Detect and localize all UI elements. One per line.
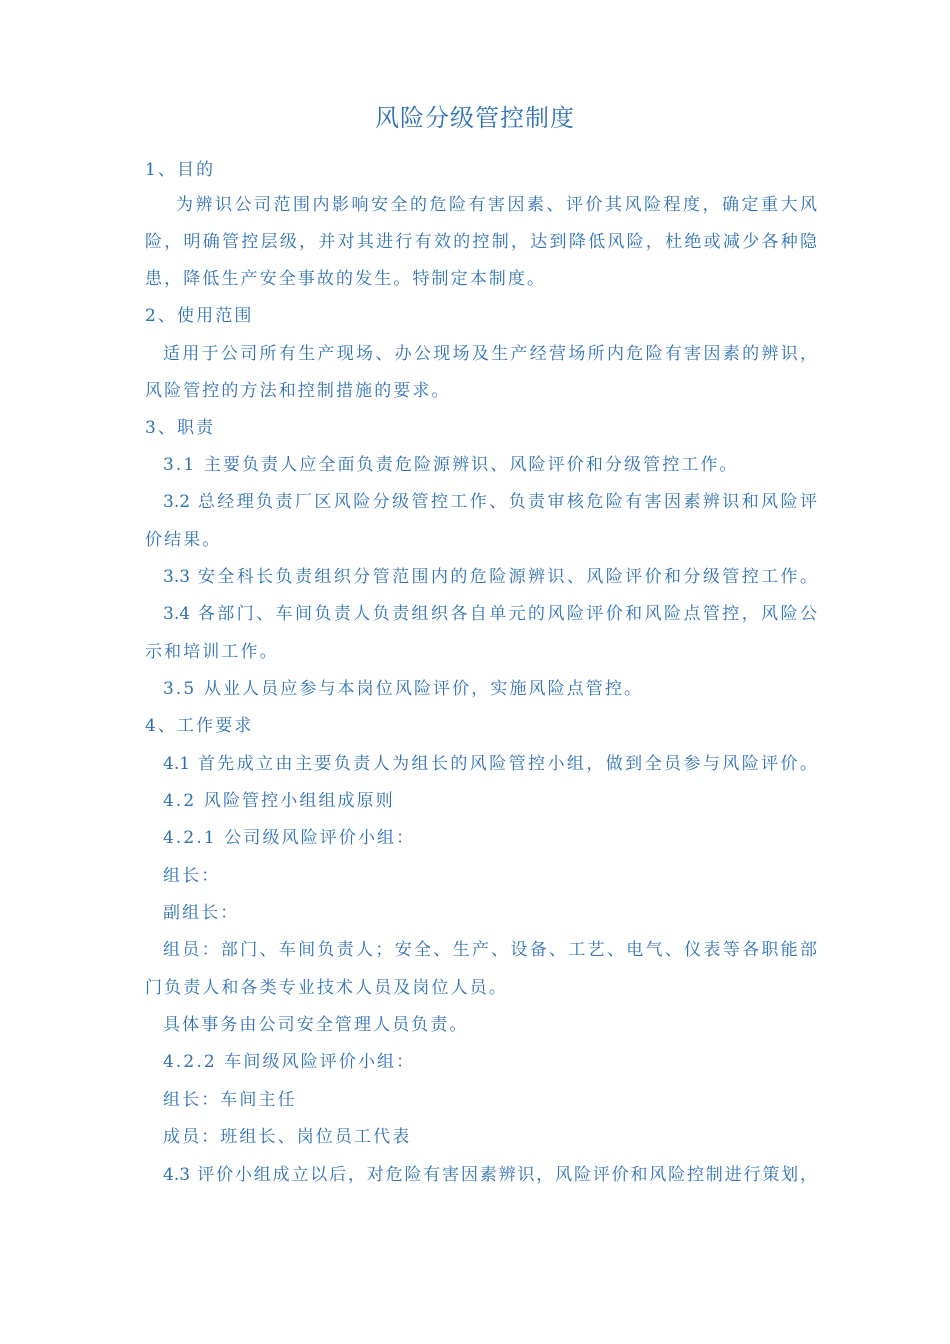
paragraph-line: 组长：车间主任 — [163, 1090, 297, 1110]
paragraph-line: 4.2.1 公司级风险评价小组： — [163, 828, 416, 848]
paragraph-line: 具体事务由公司安全管理人员负责。 — [163, 1015, 469, 1035]
paragraph-line: 患，降低生产安全事故的发生。特制定本制度。 — [145, 269, 547, 289]
paragraph-line: 4.2.2 车间级风险评价小组： — [163, 1052, 416, 1072]
paragraph-line: 险，明确管控层级，并对其进行有效的控制，达到降低风险，杜绝或减少各种隐 — [145, 232, 817, 252]
section-heading-purpose: 1、目的 — [145, 160, 216, 180]
document-title: 风险分级管控制度 — [375, 104, 575, 132]
paragraph-line: 3.4 各部门、车间负责人负责组织各自单元的风险评价和风险点管控，风险公 — [163, 604, 817, 624]
paragraph-line: 4.2 风险管控小组组成原则 — [163, 791, 395, 811]
paragraph-line: 4.3 评价小组成立以后，对危险有害因素辨识，风险评价和风险控制进行策划， — [163, 1165, 817, 1185]
paragraph-line: 3.1 主要负责人应全面负责危险源辨识、风险评价和分级管控工作。 — [163, 455, 739, 475]
paragraph-line: 3.2 总经理负责厂区风险分级管控工作、负责审核危险有害因素辨识和风险评 — [163, 492, 817, 512]
paragraph-line: 适用于公司所有生产现场、办公现场及生产经营场所内危险有害因素的辨识， — [163, 344, 817, 364]
paragraph-line: 价结果。 — [145, 530, 222, 550]
paragraph-line: 示和培训工作。 — [145, 642, 279, 662]
paragraph-line: 成员：班组长、岗位员工代表 — [163, 1127, 412, 1147]
paragraph-line: 组员：部门、车间负责人；安全、生产、设备、工艺、电气、仪表等各职能部 — [163, 940, 817, 960]
paragraph-line: 门负责人和各类专业技术人员及岗位人员。 — [145, 978, 508, 998]
paragraph-line: 组长： — [163, 866, 221, 886]
paragraph-line: 3.5 从业人员应参与本岗位风险评价，实施风险点管控。 — [163, 679, 644, 699]
paragraph-line: 副组长： — [163, 903, 240, 923]
paragraph-line: 风险管控的方法和控制措施的要求。 — [145, 381, 451, 401]
paragraph-line: 4.1 首先成立由主要负责人为组长的风险管控小组，做到全员参与风险评价。 — [163, 754, 817, 774]
paragraph-line: 为辨识公司范围内影响安全的危险有害因素、评价其风险程度，确定重大风 — [176, 195, 817, 215]
section-heading-scope: 2、使用范围 — [145, 306, 254, 326]
section-heading-responsibilities: 3、职责 — [145, 418, 216, 438]
paragraph-line: 3.3 安全科长负责组织分管范围内的危险源辨识、风险评价和分级管控工作。 — [163, 567, 817, 587]
section-heading-requirements: 4、工作要求 — [145, 716, 254, 736]
